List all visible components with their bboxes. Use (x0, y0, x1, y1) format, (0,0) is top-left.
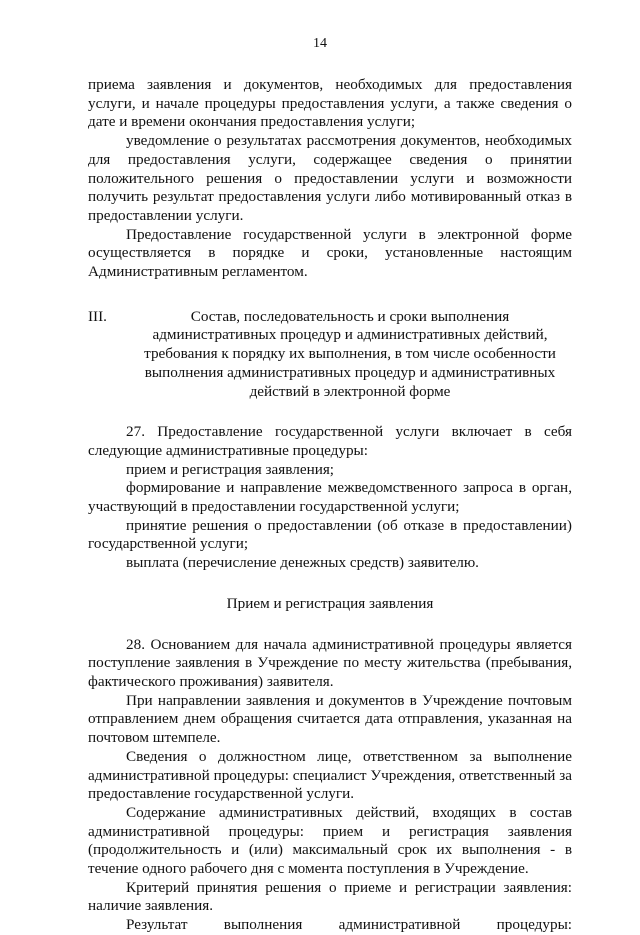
paragraph: Содержание административных действий, входящих в состав административной процедуры: прием и регистрация заявления (продолжительность и (или) максимальный срок их выполнения - в течение одного рабочего дня с момента поступления в Учреждение. (88, 803, 572, 878)
paragraph: Результат выполнения административной процедуры: (126, 916, 572, 934)
paragraph: 28. Основанием для начала административной процедуры является поступление заявления в Учреждение по месту жительства (пребывания, фактического проживания) заявителя. (88, 635, 572, 690)
list-item: выплата (перечисление денежных средств) заявителю. (126, 554, 479, 572)
paragraph: Предоставление государственной услуги в электронной форме осуществляется в порядке и сроки, установленные настоящим Административным регламентом. (88, 225, 572, 281)
paragraph: приема заявления и документов, необходимых для предоставления услуги, и начале процедуры предоставления услуги, а также сведения о дате и времени окончания предоставления услуги; (88, 76, 572, 131)
paragraph: уведомление о результатах рассмотрения документов, необходимых для предоставления услуги, содержащее сведения о принятии положительного решения о предоставлении услуги и возможности получить результат предоставления услуги либо мотивированный отказ в предоставлении услуги. (88, 132, 572, 224)
list-item: формирование и направление межведомственного запроса в орган, участвующий в предоставлении государственной услуги; (88, 479, 572, 516)
clause-27-intro: 27. Предоставление государственной услуги включает в себя следующие административные процедуры: (88, 423, 572, 459)
paragraph: Критерий принятия решения о приеме и регистрации заявления: наличие заявления. (88, 878, 572, 915)
document-body (88, 76, 572, 935)
list-item: принятие решения о предоставлении (об отказе в предоставлении) государственной услуги; (88, 516, 572, 553)
paragraph: При направлении заявления и документов в Учреждение почтовым отправлением днем обращения считается дата отправления, указанная на почтовом штемпеле. (88, 691, 572, 747)
section-number: III. (88, 307, 107, 325)
page-number: 14 (313, 36, 327, 51)
paragraph: Сведения о должностном лице, ответственном за выполнение административной процедуры: специалист Учреждения, ответственный за предоставление государственной услуги. (88, 747, 572, 803)
section-title: Состав, последовательность и сроки выполнения административных процедур и административных действий, требования к порядку их выполнения, в том числе особенности выполнения административных процедур и административных действий в электронной форме (144, 307, 556, 400)
subheading: Прием и регистрация заявления (226, 594, 434, 612)
section-heading (88, 308, 572, 402)
list-item: прием и регистрация заявления; (126, 460, 335, 478)
